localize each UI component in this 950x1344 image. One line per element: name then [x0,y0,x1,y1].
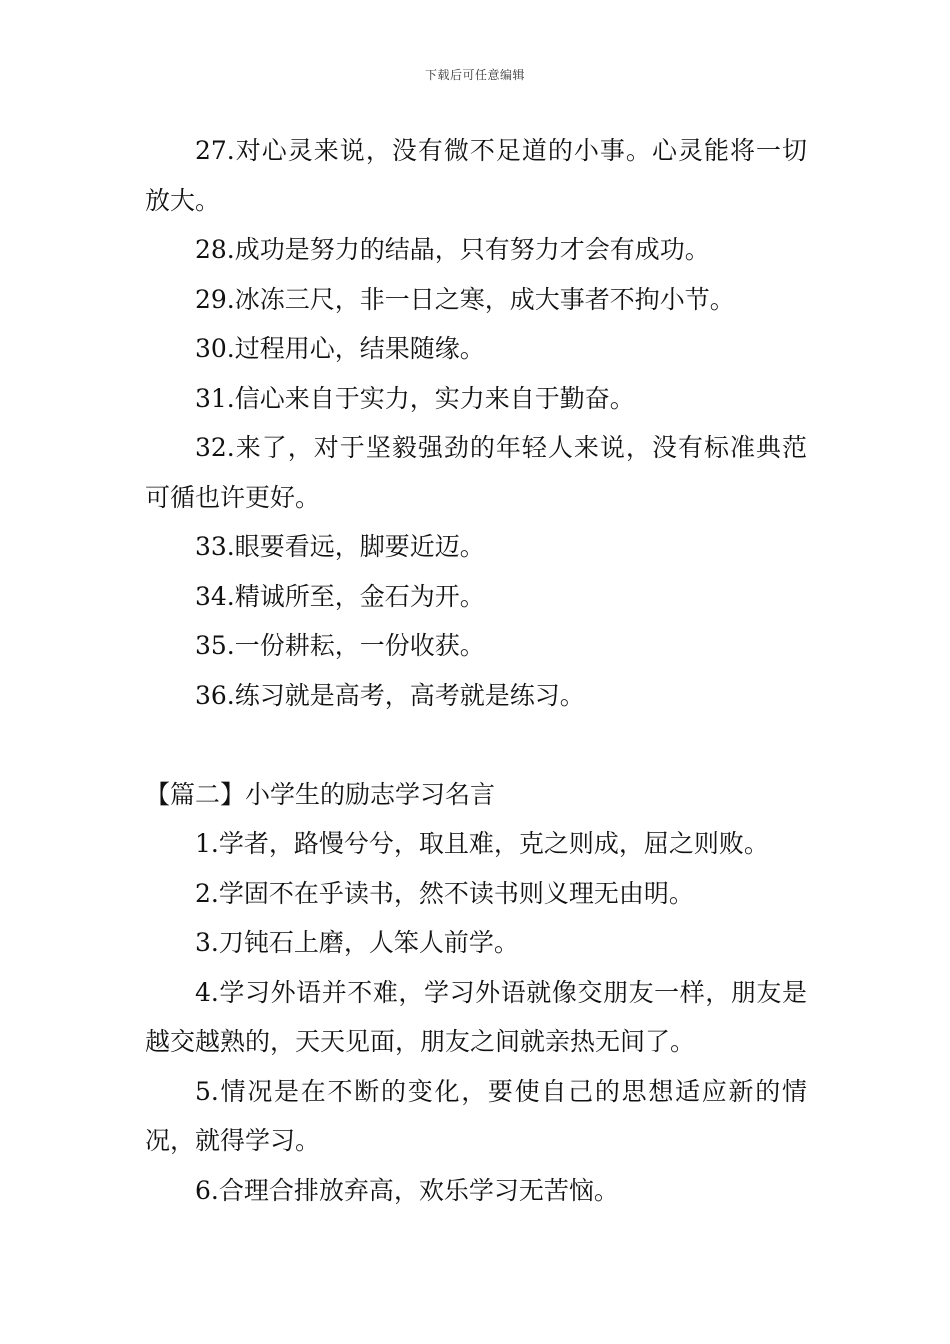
quote-28: 28.成功是努力的结晶，只有努力才会有成功。 [195,235,710,264]
section-title: 【篇二】小学生的励志学习名言 [145,779,496,809]
quote-35: 35.一份耕耘，一份收获。 [195,631,485,660]
page-header: 下载后可任意编辑 [424,68,525,82]
quote-32: 32.来了，对于坚毅强劲的年轻人来说，没有标准典范可循也许更好。 [145,433,807,512]
quote-3: 3.刀钝石上磨，人笨人前学。 [195,928,519,957]
quote-4: 4.学习外语并不难，学习外语就像交朋友一样，朋友是越交越熟的，天天见面，朋友之间就亲热无间了。 [145,977,807,1056]
quote-33: 33.眼要看远，脚要近迈。 [195,532,485,561]
quote-6: 6.合理合排放弃高，欢乐学习无苦恼。 [195,1175,619,1205]
quote-36: 36.练习就是高考，高考就是练习。 [195,680,585,710]
quote-27: 27.对心灵来说，没有微不足道的小事。心灵能将一切放大。 [145,136,807,215]
document-body [145,126,807,1215]
quote-30: 30.过程用心，结果随缘。 [195,334,485,363]
quote-31: 31.信心来自于实力，实力来自于勤奋。 [195,383,635,413]
section-gap [145,720,807,770]
quote-1: 1.学者，路慢兮兮，取且难，克之则成，屈之则败。 [195,829,769,858]
quote-2: 2.学固不在乎读书，然不读书则义理无由明。 [195,878,694,908]
quote-5: 5.情况是在不断的变化，要使自己的思想适应新的情况，就得学习。 [145,1076,807,1155]
quote-34: 34.精诚所至，金石为开。 [195,581,485,611]
quote-29: 29.冰冻三尺，非一日之寒，成大事者不拘小节。 [195,284,735,314]
